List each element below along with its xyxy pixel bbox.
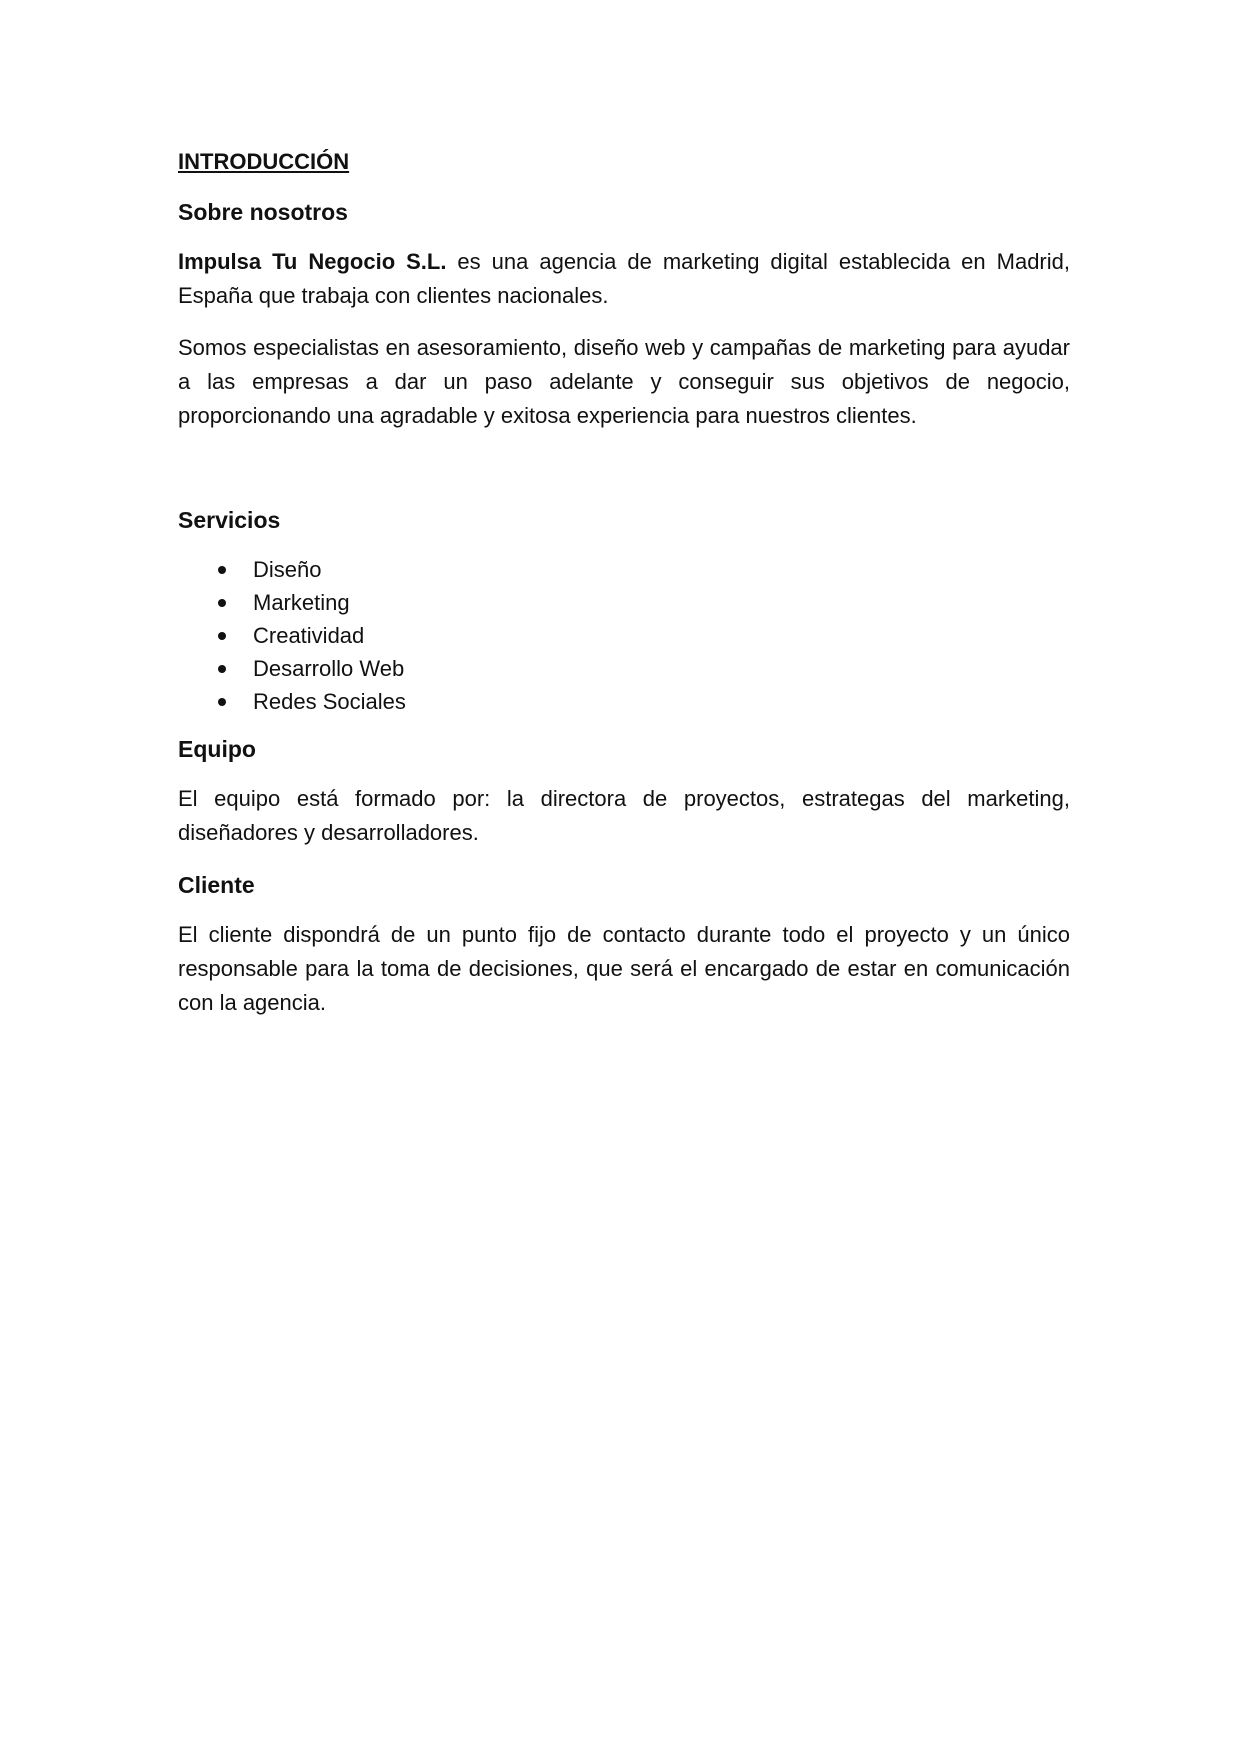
bullet-icon xyxy=(218,698,226,706)
list-item xyxy=(178,685,1070,718)
section-heading-about: Sobre nosotros xyxy=(178,199,348,225)
document-content xyxy=(178,145,1070,1038)
list-item xyxy=(178,652,1070,685)
about-paragraph-1 xyxy=(178,245,1070,313)
about-paragraph-1-text: es una agencia de marketing digital establecida en Madrid, España que trabaja con clientes nacionales. xyxy=(178,249,1070,308)
client-paragraph: El cliente dispondrá de un punto fijo de contacto durante todo el proyecto y un único responsable para la toma de decisiones, que será el encargado de estar en comunicación con la agencia. xyxy=(178,922,1070,1015)
bullet-icon xyxy=(218,632,226,640)
company-name: Impulsa Tu Negocio S.L. xyxy=(178,249,447,274)
services-list xyxy=(178,553,1070,718)
page-title: INTRODUCCIÓN xyxy=(178,149,350,174)
service-label: Redes Sociales xyxy=(253,689,406,714)
list-item xyxy=(178,619,1070,652)
bullet-icon xyxy=(218,665,226,673)
section-heading-services: Servicios xyxy=(178,507,281,533)
team-paragraph: El equipo está formado por: la directora de proyectos, estrategas del marketing, diseñadores y desarrolladores. xyxy=(178,786,1070,845)
about-paragraph-2: Somos especialistas en asesoramiento, diseño web y campañas de marketing para ayudar a las empresas a dar un paso adelante y conseguir sus objetivos de negocio, proporcionando una agradable y exitosa experiencia para nuestros clientes. xyxy=(178,335,1070,428)
list-item xyxy=(178,586,1070,619)
section-heading-client: Cliente xyxy=(178,872,255,898)
service-label: Desarrollo Web xyxy=(253,656,405,681)
section-heading-team: Equipo xyxy=(178,736,256,762)
bullet-icon xyxy=(218,599,226,607)
list-item xyxy=(178,553,1070,586)
service-label: Diseño xyxy=(253,557,322,582)
section-spacer xyxy=(178,451,1070,503)
service-label: Marketing xyxy=(253,590,350,615)
service-label: Creatividad xyxy=(253,623,365,648)
bullet-icon xyxy=(218,566,226,574)
